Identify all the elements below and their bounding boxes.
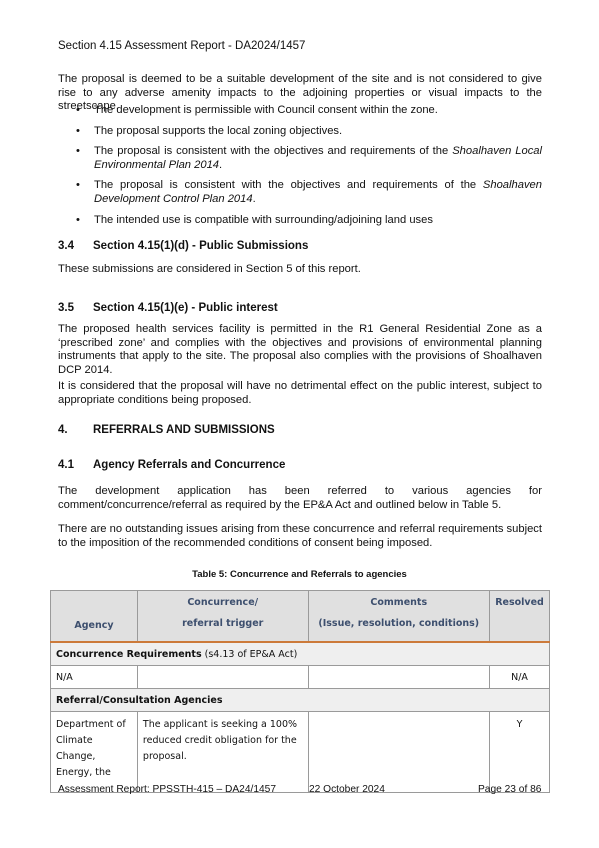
header-trigger: Concurrence/ referral trigger (137, 591, 308, 643)
bullet-item: • The proposal is consistent with the objectives and requirements of the Shoalhaven Development Control Plan 2014. (76, 179, 542, 206)
bullet-item: • The proposal supports the local zoning objectives. (76, 125, 542, 139)
footer-report-id: Assessment Report: PPSSTH-415 – DA24/1457 (58, 784, 277, 795)
compliance-bullet-list (76, 104, 542, 227)
section-cell: Referral/Consultation Agencies (51, 689, 550, 712)
section-4-heading: 4. REFERRALS AND SUBMISSIONS (58, 424, 275, 436)
table-row (51, 712, 550, 793)
table-caption: Table 5: Concurrence and Referrals to agencies (192, 569, 407, 580)
resolved-cell: Y (490, 712, 550, 793)
header-comments: Comments (Issue, resolution, conditions) (308, 591, 490, 643)
comments-cell (308, 666, 490, 689)
footer-date: 22 October 2024 (309, 784, 385, 795)
section-3-4-body: These submissions are considered in Section 5 of this report. (58, 263, 361, 275)
agency-cell: N/A (51, 666, 138, 689)
page-header: Section 4.15 Assessment Report - DA2024/1457 (58, 40, 306, 52)
referrals-table (50, 590, 550, 793)
table-section-row (51, 642, 550, 666)
footer-page-number: Page 23 of 86 (478, 784, 542, 795)
bullet-item: • The proposal is consistent with the objectives and requirements of the Shoalhaven Local Environmental Plan 2014. (76, 145, 542, 172)
bullet-item: • The development is permissible with Council consent within the zone. (76, 104, 542, 118)
trigger-cell: The applicant is seeking a 100% reduced credit obligation for the proposal. (137, 712, 308, 793)
table-section-row (51, 689, 550, 712)
section-3-5-heading: 3.5 Section 4.15(1)(e) - Public interest (58, 302, 278, 314)
section-3-5-body-2: It is considered that the proposal will have no detrimental effect on the public interest, subject to appropriate conditions being proposed. (58, 380, 542, 406)
section-3-5-body-1: The proposed health services facility is permitted in the R1 General Residential Zone as a ‘prescribed zone’ and complies with the objectives and provisions of environmental planning instruments that apply to the site. The proposal also complies with the provisions of Shoalhaven DCP 2014. (58, 323, 542, 376)
header-agency: Agency (51, 591, 138, 643)
section-4-1-body-1: The development application has been referred to various agencies for comment/concurrence/referral as required by the EP&A Act and outlined below in Table 5. (58, 485, 542, 511)
section-4-1-heading: 4.1 Agency Referrals and Concurrence (58, 459, 286, 471)
intro-paragraph: The proposal is deemed to be a suitable development of the site and is not considered to give rise to any adverse amenity impacts to the adjoining properties or visual impacts to the streetscape. (58, 73, 542, 113)
section-3-4-heading: 3.4 Section 4.15(1)(d) - Public Submissions (58, 240, 309, 252)
header-resolved: Resolved (490, 591, 550, 643)
comments-cell (308, 712, 490, 793)
agency-cell: Department of Climate Change, Energy, the (51, 712, 138, 793)
section-cell: Concurrence Requirements (s4.13 of EP&A Act) (51, 642, 550, 666)
resolved-cell: N/A (490, 666, 550, 689)
bullet-item: • The intended use is compatible with surrounding/adjoining land uses (76, 214, 542, 228)
table-row (51, 666, 550, 689)
trigger-cell (137, 666, 308, 689)
section-4-1-body-2: There are no outstanding issues arising from these concurrence and referral requirements subject to the imposition of the recommended conditions of consent being imposed. (58, 523, 542, 549)
table-header-row (51, 591, 550, 643)
